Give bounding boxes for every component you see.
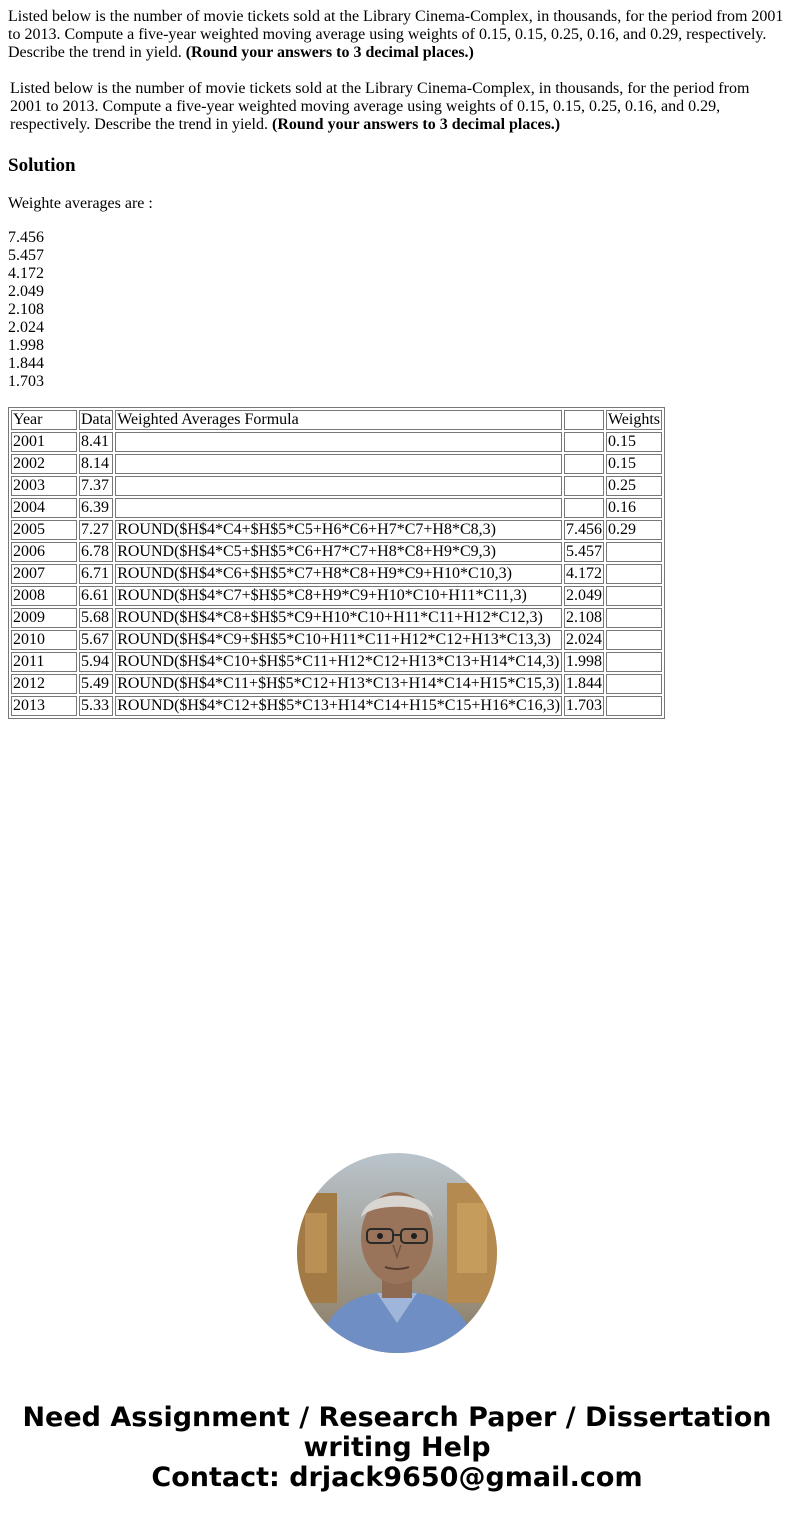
cell-year: 2011 xyxy=(11,652,77,672)
cell-result: 7.456 xyxy=(565,521,602,538)
cell-formula: ROUND($H$4*C6+$H$5*C7+H8*C8+H9*C9+H10*C10,3) xyxy=(115,564,562,584)
cell-formula: ROUND($H$4*C11+$H$5*C12+H13*C13+H14*C14+H15*C15,3) xyxy=(115,674,562,694)
cell-weight: 0.29 xyxy=(606,520,662,540)
cell-result: 4.172 xyxy=(565,565,602,582)
author-photo xyxy=(297,1153,497,1353)
cell-weight: 0.16 xyxy=(606,498,662,518)
table-row xyxy=(11,564,662,584)
table-row xyxy=(11,542,662,562)
cell-year: 2010 xyxy=(11,630,77,650)
cell-formula xyxy=(115,498,562,518)
author-portrait-image xyxy=(297,1153,497,1353)
question-body-repeat: Listed below is the number of movie tickets sold at the Library Cinema-Complex, in thousands, for the period from 2001 to 2013. Compute a five-year weighted moving average using weights of 0.15, 0.15, 0.25, 0.16, and 0.29, respectively. Describe the trend in yield. xyxy=(10,80,750,133)
cell-weight xyxy=(606,542,662,562)
cell-formula: ROUND($H$4*C9+$H$5*C10+H11*C11+H12*C12+H13*C13,3) xyxy=(115,630,562,650)
cell-weight xyxy=(606,608,662,628)
cell-data: 8.14 xyxy=(79,454,113,474)
table-row xyxy=(11,498,662,518)
average-value: 1.844 xyxy=(8,355,44,372)
average-value: 2.108 xyxy=(8,301,44,318)
average-value: 7.456 xyxy=(8,229,44,246)
cell-year: 2012 xyxy=(11,674,77,694)
cell-data: 7.37 xyxy=(79,476,113,496)
cell-year: 2006 xyxy=(11,542,77,562)
cell-weight xyxy=(606,696,662,716)
cell-formula xyxy=(115,454,562,474)
table-row xyxy=(11,454,662,474)
cell-year: 2009 xyxy=(11,608,77,628)
cell-result: 1.703 xyxy=(565,697,602,714)
cell-formula xyxy=(115,476,562,496)
table-row xyxy=(11,520,662,540)
cell-formula: ROUND($H$4*C7+$H$5*C8+H9*C9+H10*C10+H11*C11,3) xyxy=(115,586,562,606)
cell-year: 2001 xyxy=(11,432,77,452)
solution-heading: Solution xyxy=(8,155,76,176)
cell-data: 5.33 xyxy=(79,696,113,716)
cell-result xyxy=(564,454,604,474)
cell-result: 2.108 xyxy=(565,609,602,626)
question-text-repeat xyxy=(10,80,770,134)
cell-result xyxy=(564,432,604,452)
cell-result: 1.844 xyxy=(565,675,602,692)
cell-weight: 0.15 xyxy=(606,432,662,452)
question-body: Listed below is the number of movie tickets sold at the Library Cinema-Complex, in thousands, for the period from 2001 to 2013. Compute a five-year weighted moving average using weights of 0.15, 0.15, 0.25, 0.16, and 0.29, respectively. Describe the trend in yield. xyxy=(8,8,784,61)
average-value: 2.049 xyxy=(8,283,44,300)
cell-year: 2004 xyxy=(11,498,77,518)
table-row xyxy=(11,476,662,496)
header-formula: Weighted Averages Formula xyxy=(115,410,562,430)
question-text xyxy=(8,8,788,62)
cell-formula: ROUND($H$4*C10+$H$5*C11+H12*C12+H13*C13+H14*C14,3) xyxy=(115,652,562,672)
cell-weight xyxy=(606,652,662,672)
cell-year: 2007 xyxy=(11,564,77,584)
promo-footer xyxy=(0,1403,794,1493)
average-value: 4.172 xyxy=(8,265,44,282)
cell-formula: ROUND($H$4*C5+$H$5*C6+H7*C7+H8*C8+H9*C9,3) xyxy=(115,542,562,562)
cell-weight: 0.25 xyxy=(606,476,662,496)
weighted-averages-intro: Weighte averages are : xyxy=(8,195,153,212)
average-value: 2.024 xyxy=(8,319,44,336)
cell-weight xyxy=(606,564,662,584)
weighted-averages-list xyxy=(8,229,44,391)
weighted-average-table xyxy=(8,407,665,719)
question-rounding-note-repeat: (Round your answers to 3 decimal places.) xyxy=(271,116,561,133)
cell-data: 5.67 xyxy=(79,630,113,650)
table-row xyxy=(11,652,662,672)
cell-result: 2.049 xyxy=(565,587,602,604)
cell-data: 6.78 xyxy=(79,542,113,562)
question-rounding-note: (Round your answers to 3 decimal places.) xyxy=(185,44,474,61)
cell-year: 2008 xyxy=(11,586,77,606)
cell-data: 6.71 xyxy=(79,564,113,584)
cell-formula xyxy=(115,432,562,452)
header-data: Data xyxy=(81,411,112,428)
cell-data: 7.27 xyxy=(79,520,113,540)
table-row xyxy=(11,674,662,694)
cell-weight xyxy=(606,630,662,650)
cell-result: 5.457 xyxy=(565,543,602,560)
cell-year: 2013 xyxy=(11,696,77,716)
cell-formula: ROUND($H$4*C8+$H$5*C9+H10*C10+H11*C11+H12*C12,3) xyxy=(115,608,562,628)
cell-result: 2.024 xyxy=(565,631,602,648)
cell-data: 5.94 xyxy=(79,652,113,672)
average-value: 1.703 xyxy=(8,373,44,390)
cell-data: 5.68 xyxy=(79,608,113,628)
cell-weight xyxy=(606,674,662,694)
table-row xyxy=(11,630,662,650)
cell-data: 8.41 xyxy=(79,432,113,452)
header-year: Year xyxy=(11,410,77,430)
cell-data: 6.61 xyxy=(79,586,113,606)
cell-result: 1.998 xyxy=(565,653,602,670)
cell-data: 6.39 xyxy=(79,498,113,518)
table-row xyxy=(11,696,662,716)
cell-year: 2005 xyxy=(11,520,77,540)
cell-formula: ROUND($H$4*C4+$H$5*C5+H6*C6+H7*C7+H8*C8,3) xyxy=(115,520,562,540)
header-weights: Weights xyxy=(607,411,661,428)
promo-contact-line: Contact: drjack9650@gmail.com xyxy=(151,1462,643,1493)
table-row xyxy=(11,608,662,628)
cell-formula: ROUND($H$4*C12+$H$5*C13+H14*C14+H15*C15+H16*C16,3) xyxy=(117,697,560,714)
cell-result xyxy=(564,476,604,496)
average-value: 1.998 xyxy=(8,337,44,354)
header-result xyxy=(564,410,604,430)
cell-data: 5.49 xyxy=(79,674,113,694)
cell-weight: 0.15 xyxy=(606,454,662,474)
cell-year: 2002 xyxy=(11,454,77,474)
cell-year: 2003 xyxy=(11,476,77,496)
table-row xyxy=(11,432,662,452)
promo-line-1: Need Assignment / Research Paper / Dissertation xyxy=(22,1402,772,1433)
promo-line-2: writing Help xyxy=(303,1432,491,1463)
cell-weight xyxy=(606,586,662,606)
table-header-row xyxy=(11,410,662,430)
cell-result xyxy=(564,498,604,518)
table-row xyxy=(11,586,662,606)
average-value: 5.457 xyxy=(8,247,44,264)
